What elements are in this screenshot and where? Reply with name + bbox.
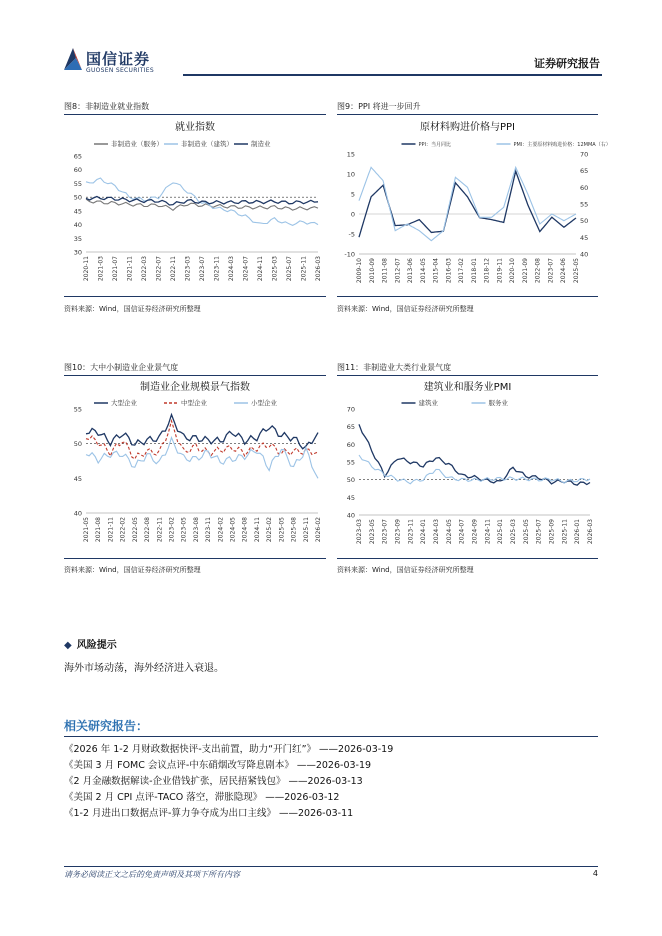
- y-tick-label-right: 65: [580, 167, 589, 176]
- footer-divider: [64, 866, 598, 867]
- y-tick-label: 70: [346, 405, 355, 414]
- x-tick-label: 2024-09: [471, 519, 479, 545]
- legend-label: PMI：主要原材料购进价格：12MMA（右）: [513, 142, 611, 148]
- y-tick-label: 10: [346, 170, 355, 179]
- x-tick-label: 2023-11: [205, 517, 213, 543]
- x-tick-label: 2023-08: [192, 517, 200, 543]
- x-tick-label: 2024-05: [229, 517, 237, 543]
- y-tick-label: 55: [73, 179, 82, 188]
- chart-employment-index: [64, 116, 326, 292]
- x-tick-label: 2025-08: [290, 517, 298, 543]
- x-tick-label: 2021-09: [521, 258, 529, 284]
- y-tick-label: 5: [350, 190, 355, 199]
- figure-source: 资料来源：Wind，国信证券经济研究所整理: [337, 566, 474, 574]
- y-tick-label: 60: [73, 166, 82, 175]
- related-report-link[interactable]: 《2 月金融数据解读-企业借钱扩张，居民捂紧钱包》 ——2026-03-13: [64, 776, 363, 787]
- x-tick-label: 2010-09: [368, 258, 376, 284]
- y-tick-label-right: 70: [580, 150, 589, 159]
- chart-title: 制造业企业规模景气指数: [140, 382, 250, 393]
- y-tick-label: 45: [346, 493, 355, 502]
- y-tick-label: 15: [346, 150, 355, 159]
- x-tick-label: 2025-07: [535, 519, 543, 545]
- y-tick-label: 65: [73, 152, 82, 161]
- x-tick-label: 2024-11: [484, 519, 492, 545]
- y-tick-label: 45: [73, 474, 82, 483]
- y-tick-label-right: 55: [580, 200, 589, 209]
- x-tick-label: 2026-03: [587, 519, 594, 545]
- x-tick-label: 2024-02: [217, 517, 225, 543]
- series-line: [359, 455, 590, 484]
- x-tick-label: 2020-10: [509, 258, 517, 284]
- risk-body: 海外市场动荡，海外经济进入衰退。: [64, 663, 224, 674]
- related-divider: [64, 736, 598, 737]
- series-line: [359, 171, 576, 237]
- y-tick-label: -5: [348, 230, 355, 239]
- figure-divider: [337, 375, 598, 376]
- x-tick-label: 2024-01: [420, 519, 428, 545]
- y-tick-label: 35: [73, 234, 82, 243]
- x-tick-label: 2025-11: [300, 256, 308, 282]
- figure-divider: [64, 375, 326, 376]
- y-tick-label: 40: [346, 511, 355, 520]
- y-tick-label-right: 45: [580, 233, 589, 242]
- y-tick-label: 30: [73, 248, 82, 257]
- series-line: [359, 424, 590, 485]
- chart-title: 原材料购进价格与PPI: [419, 122, 516, 133]
- legend-label: 服务业: [488, 399, 508, 407]
- x-tick-label: 2021-05: [83, 517, 90, 543]
- x-tick-label: 2026-01: [574, 519, 582, 545]
- series-line: [359, 167, 576, 240]
- x-tick-label: 2025-07: [286, 256, 293, 282]
- brand-logo-icon: [62, 44, 84, 74]
- x-tick-label: 2023-09: [394, 519, 402, 545]
- y-tick-label-right: 40: [580, 250, 589, 259]
- x-tick-label: 2023-07: [547, 258, 555, 284]
- source-divider: [64, 296, 326, 297]
- x-tick-label: 2024-11: [253, 517, 261, 543]
- header-divider: [183, 74, 602, 76]
- figure-title: 图9：PPI 将进一步回升: [337, 102, 421, 111]
- x-tick-label: 2024-06: [560, 258, 568, 284]
- x-tick-label: 2022-03: [141, 256, 148, 282]
- x-tick-label: 2023-05: [368, 519, 376, 545]
- y-tick-label: 50: [346, 476, 355, 485]
- y-tick-label: 0: [350, 210, 355, 219]
- figure-divider: [337, 114, 598, 115]
- x-tick-label: 2021-11: [126, 256, 134, 282]
- figure-title: 图11：非制造业大类行业景气度: [337, 363, 452, 372]
- legend-label: 大型企业: [111, 399, 137, 407]
- related-report-link[interactable]: 《美国 3 月 FOMC 会议点评-中东硝烟改写降息剧本》 ——2026-03-19: [64, 760, 372, 771]
- y-tick-label: 40: [73, 221, 82, 230]
- x-tick-label: 2026-02: [315, 517, 322, 543]
- source-divider: [337, 296, 598, 297]
- y-tick-label: 50: [73, 440, 82, 449]
- chart-manufacturing-size: [64, 377, 326, 555]
- figure-title: 图10：大中小制造业企业景气度: [64, 363, 179, 372]
- footer-disclaimer[interactable]: 请务必阅读正文之后的免责声明及其项下所有内容: [64, 870, 240, 879]
- x-tick-label: 2020-11: [83, 256, 90, 282]
- brand-name-en: GUOSEN SECURITIES: [86, 67, 155, 74]
- y-tick-label: 55: [346, 458, 355, 467]
- legend-label: PPI：当月同比: [418, 142, 452, 148]
- x-tick-label: 2022-11: [156, 517, 164, 543]
- x-tick-label: 2023-11: [213, 256, 221, 282]
- x-tick-label: 2022-07: [155, 256, 163, 282]
- x-tick-label: 2025-03: [271, 256, 279, 282]
- page-number: 4: [592, 869, 598, 878]
- y-tick-label-right: 50: [580, 217, 589, 226]
- chart-title: 建筑业和服务业PMI: [423, 382, 512, 393]
- x-tick-label: 2024-07: [242, 256, 250, 282]
- y-tick-label: 55: [73, 405, 82, 414]
- x-tick-label: 2023-07: [199, 256, 206, 282]
- x-tick-label: 2025-11: [561, 519, 569, 545]
- chart-construction-services-pmi: [337, 377, 598, 555]
- source-divider: [337, 558, 598, 559]
- x-tick-label: 2025-05: [573, 258, 580, 284]
- x-tick-label: 2021-11: [107, 517, 115, 543]
- figure-title: 图8：非制造业就业指数: [64, 102, 150, 111]
- related-report-link[interactable]: 《2026 年 1-2 月财政数据快评-支出前置，助力“开门红”》 ——2026-03-19: [64, 744, 394, 755]
- y-tick-label: 60: [346, 440, 355, 449]
- legend-label: 制造业: [251, 140, 271, 148]
- x-tick-label: 2026-03: [315, 256, 322, 282]
- figure-source: 资料来源：Wind，国信证券经济研究所整理: [337, 305, 474, 313]
- x-tick-label: 2022-11: [170, 256, 177, 282]
- legend-label: 非制造业（建筑）: [181, 140, 233, 148]
- x-tick-label: 2024-05: [445, 519, 453, 545]
- x-tick-label: 2021-03: [97, 256, 105, 282]
- x-tick-label: 2012-07: [394, 258, 402, 284]
- x-tick-label: 2015-04: [432, 258, 440, 284]
- x-tick-label: 2023-07: [381, 519, 389, 545]
- x-tick-label: 2025-03: [510, 519, 517, 545]
- x-tick-label: 2016-03: [445, 258, 453, 284]
- x-tick-label: 2018-12: [483, 258, 491, 284]
- x-tick-label: 2024-03: [228, 256, 235, 282]
- figure-source: 资料来源：Wind，国信证券经济研究所整理: [64, 305, 201, 313]
- x-tick-label: 2023-05: [180, 517, 188, 543]
- related-heading: 相关研究报告：: [64, 719, 149, 733]
- x-tick-label: 2014-05: [419, 258, 427, 284]
- x-tick-label: 2025-05: [522, 519, 530, 545]
- x-tick-label: 2022-08: [534, 258, 542, 284]
- chart-ppi-raw-material: [337, 116, 611, 292]
- related-report-link[interactable]: 《美国 2 月 CPI 点评-TACO 落空，滞胀隐现》 ——2026-03-12: [64, 792, 340, 803]
- x-tick-label: 2009-10: [356, 258, 363, 284]
- x-tick-label: 2021-07: [112, 256, 119, 282]
- y-tick-label: 45: [73, 207, 82, 216]
- legend-label: 小型企业: [251, 399, 277, 407]
- legend-label: 建筑业: [418, 399, 438, 407]
- x-tick-label: 2024-07: [458, 519, 466, 545]
- y-tick-label: -10: [344, 250, 355, 259]
- source-divider: [64, 558, 326, 559]
- report-type: 证券研究报告: [534, 57, 600, 70]
- x-tick-label: 2025-01: [497, 519, 505, 545]
- related-report-link[interactable]: 《1-2 月进出口数据点评-算力争夺成为出口主线》 ——2026-03-11: [64, 808, 354, 819]
- x-tick-label: 2024-08: [241, 517, 249, 543]
- x-tick-label: 2025-09: [548, 519, 556, 545]
- x-tick-label: 2023-03: [356, 519, 363, 545]
- x-tick-label: 2022-02: [119, 517, 127, 543]
- y-tick-label: 50: [73, 193, 82, 202]
- x-tick-label: 2024-03: [433, 519, 440, 545]
- legend-label: 中型企业: [181, 399, 207, 407]
- x-tick-label: 2013-06: [407, 258, 415, 284]
- x-tick-label: 2023-11: [407, 519, 415, 545]
- x-tick-label: 2024-11: [257, 256, 264, 282]
- brand-name: 国信证券: [86, 50, 151, 68]
- x-tick-label: 2025-05: [278, 517, 286, 543]
- figure-divider: [64, 114, 326, 115]
- chart-title: 就业指数: [175, 122, 215, 133]
- x-tick-label: 2025-02: [266, 517, 274, 543]
- x-tick-label: 2022-05: [131, 517, 139, 543]
- x-tick-label: 2025-11: [302, 517, 310, 543]
- x-tick-label: 2023-03: [184, 256, 192, 282]
- legend-label: 非制造业（服务）: [111, 140, 163, 148]
- figure-source: 资料来源：Wind，国信证券经济研究所整理: [64, 566, 201, 574]
- y-tick-label: 40: [73, 509, 82, 518]
- y-tick-label-right: 60: [580, 183, 589, 192]
- risk-heading-text: 风险提示: [76, 640, 117, 651]
- x-tick-label: 2018-01: [470, 258, 478, 284]
- x-tick-label: 2021-08: [95, 517, 103, 543]
- risk-heading: [64, 636, 117, 651]
- x-tick-label: 2023-02: [168, 517, 176, 543]
- x-tick-label: 2019-11: [496, 258, 504, 284]
- diamond-icon: ◆: [64, 640, 72, 651]
- x-tick-label: 2011-08: [381, 258, 389, 284]
- x-tick-label: 2022-08: [144, 517, 152, 543]
- x-tick-label: 2017-02: [458, 258, 466, 284]
- y-tick-label: 65: [346, 423, 355, 432]
